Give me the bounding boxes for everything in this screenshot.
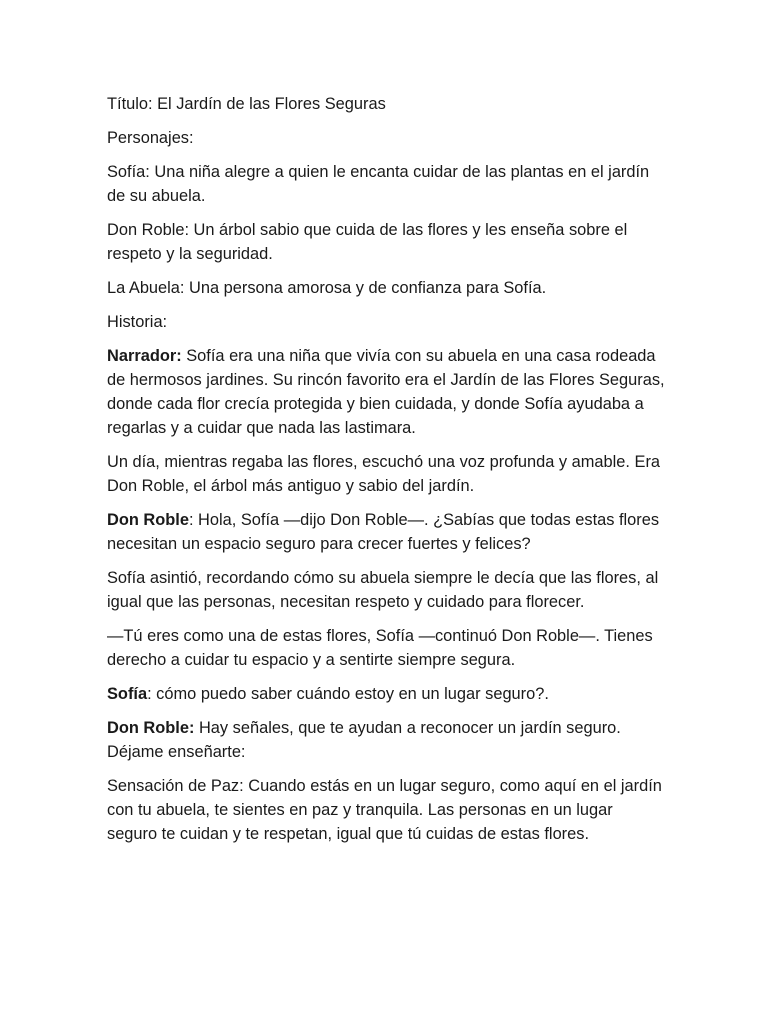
don-roble-speaker: Don Roble [107, 511, 189, 529]
don-roble-speaker-2: Don Roble: [107, 719, 195, 737]
story-heading: Historia: [107, 313, 168, 331]
character-abuela: La Abuela: Una persona amorosa y de confianza para Sofía. [107, 279, 547, 297]
narrator-speaker: Narrador: [107, 347, 182, 365]
character-sofia: Sofía: Una niña alegre a quien le encanta cuidar de las plantas en el jardín de su abuela. [107, 163, 650, 205]
narrator-text: Sofía era una niña que vivía con su abuela en una casa rodeada de hermosos jardines. Su rincón favorito era el Jardín de las Flores Seguras, donde cada flor crecía protegida y bien cuidada, y donde Sofía ayudaba a regarlas y a cuidar que nada las lastimara. [107, 347, 665, 437]
character-don-roble: Don Roble: Un árbol sabio que cuida de las flores y les enseña sobre el respeto y la seguridad. [107, 221, 628, 263]
title-line: Título: El Jardín de las Flores Seguras [107, 95, 386, 113]
sofia-question-paragraph [107, 682, 667, 706]
don-roble-signals-text: Hay señales, que te ayudan a reconocer un jardín seguro. Déjame enseñarte: [107, 719, 621, 761]
sofia-question-text: : cómo puedo saber cuándo estoy en un lugar seguro?. [147, 685, 549, 703]
sofia-nodded-paragraph: Sofía asintió, recordando cómo su abuela siempre le decía que las flores, al igual que las personas, necesitan respeto y cuidado para florecer. [107, 569, 659, 611]
characters-heading: Personajes: [107, 129, 194, 147]
peace-paragraph: Sensación de Paz: Cuando estás en un lugar seguro, como aquí en el jardín con tu abuela, te sientes en paz y tranquila. Las personas en un lugar seguro te cuidan y te respetan, igual que tú cuidas de estas flores. [107, 777, 662, 843]
don-roble-greeting-paragraph [107, 508, 667, 556]
don-roble-greeting-text: : Hola, Sofía —dijo Don Roble—. ¿Sabías que todas estas flores necesitan un espacio seguro para crecer fuertes y felices? [107, 511, 660, 553]
sofia-speaker: Sofía [107, 685, 148, 703]
narrator-paragraph [107, 344, 667, 440]
you-are-paragraph: —Tú eres como una de estas flores, Sofía —continuó Don Roble—. Tienes derecho a cuidar tu espacio y a sentirte siempre segura. [107, 627, 653, 669]
don-roble-signals-paragraph [107, 716, 667, 764]
document-page [107, 92, 667, 856]
one-day-paragraph: Un día, mientras regaba las flores, escuchó una voz profunda y amable. Era Don Roble, el árbol más antiguo y sabio del jardín. [107, 453, 661, 495]
